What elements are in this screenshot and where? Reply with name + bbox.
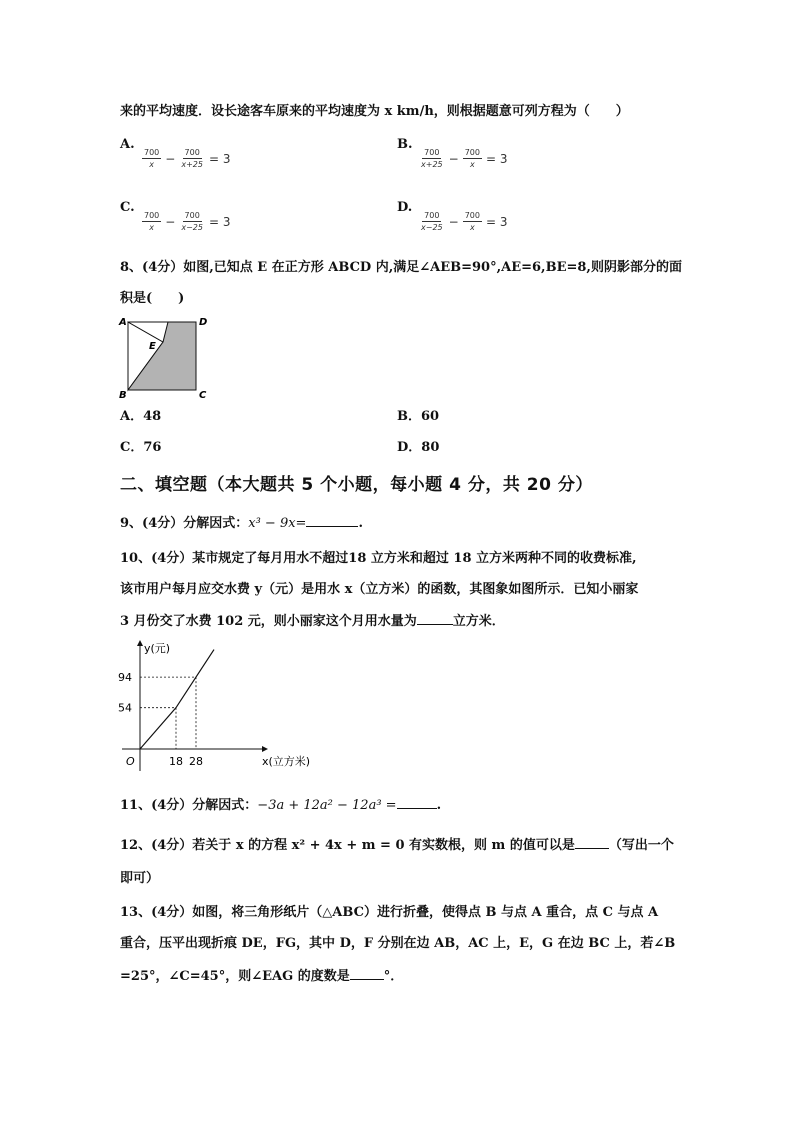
q8-stem-line2: 积是( ) bbox=[120, 291, 185, 306]
q8-option-d: D．80 bbox=[397, 440, 440, 455]
x-axis-label: x(立方米) bbox=[262, 755, 311, 768]
q9-expression: x³ − 9x= bbox=[248, 516, 307, 531]
q11-expression: −3a + 12a² − 12a³ = bbox=[257, 798, 397, 813]
frac-numerator: 700 bbox=[184, 211, 200, 220]
label-b: B bbox=[119, 390, 127, 401]
q12-line1-post: （写出一个 bbox=[608, 838, 674, 853]
q13-line3-pre: =25°，∠C=45°，则∠EAG 的度数是 bbox=[120, 969, 350, 984]
q10-line3-post: 立方米． bbox=[452, 614, 505, 629]
frac-denominator: x+25 bbox=[421, 160, 443, 169]
q9-prefix: 9、(4分）分解因式： bbox=[120, 516, 249, 531]
q7-option-d-equation bbox=[419, 210, 507, 233]
q11-prefix: 11、(4分）分解因式： bbox=[120, 798, 258, 813]
q12-line1 bbox=[120, 836, 674, 855]
label-d: D bbox=[199, 317, 208, 328]
frac-denominator: x bbox=[469, 160, 475, 169]
q11-end: . bbox=[436, 798, 442, 813]
q7-option-a-equation bbox=[142, 147, 230, 170]
q13-line1: 13、(4分）如图，将三角形纸片（△ABC）进行折叠，使得点 B 与点 A 重合，点 C 与点 A bbox=[120, 905, 659, 920]
equation-rhs: = 3 bbox=[208, 151, 231, 166]
q8-option-b: B．60 bbox=[397, 409, 440, 424]
frac-numerator: 700 bbox=[144, 211, 160, 220]
frac-denominator: x bbox=[469, 223, 475, 232]
frac-numerator: 700 bbox=[424, 211, 440, 220]
q11-line bbox=[120, 796, 441, 815]
answer-blank bbox=[397, 796, 437, 809]
minus-sign: − bbox=[165, 151, 176, 166]
q12-line2: 即可） bbox=[120, 871, 160, 886]
frac-numerator: 700 bbox=[424, 148, 440, 157]
frac-denominator: x bbox=[149, 223, 154, 232]
origin-label: O bbox=[126, 755, 135, 768]
minus-sign: − bbox=[448, 151, 459, 166]
answer-blank bbox=[575, 836, 609, 849]
q10-line3-pre: 3 月份交了水费 102 元，则小丽家这个月用水量为 bbox=[120, 614, 417, 629]
y-tick-label: 54 bbox=[118, 701, 132, 715]
q10-line1: 10、(4分）某市规定了每月用水不超过18 立方米和超过 18 立方米两种不同的收费标准, bbox=[120, 551, 637, 566]
x-tick-label: 18 bbox=[169, 755, 183, 768]
answer-blank bbox=[417, 612, 453, 625]
y-axis-label: y(元) bbox=[144, 642, 171, 655]
q10-line3 bbox=[120, 612, 505, 631]
q8-option-a: A．48 bbox=[120, 409, 162, 424]
frac-denominator: x−25 bbox=[421, 223, 443, 232]
frac-numerator: 700 bbox=[144, 148, 160, 157]
frac-denominator: x−25 bbox=[181, 223, 203, 232]
q7-option-c-label: C. bbox=[120, 200, 135, 215]
frac-denominator: x bbox=[149, 160, 154, 169]
y-tick-label: 94 bbox=[118, 671, 132, 685]
q8-stem-line1: 8、(4分）如图,已知点 E 在正方形 ABCD 内,满足∠AEB=90°,AE=6,BE=8,则阴影部分的面 bbox=[120, 260, 682, 275]
q9-end: . bbox=[358, 516, 363, 531]
q9-line bbox=[120, 514, 363, 533]
q7-option-b-equation bbox=[419, 147, 507, 170]
equation-rhs: = 3 bbox=[208, 214, 231, 229]
label-c: C bbox=[199, 390, 207, 401]
q8-square-figure bbox=[116, 312, 216, 402]
frac-numerator: 700 bbox=[184, 148, 200, 157]
section-heading: 二、填空题（本大题共 5 个小题，每小题 4 分，共 20 分） bbox=[120, 475, 593, 495]
frac-denominator: x+25 bbox=[181, 160, 203, 169]
answer-blank bbox=[306, 514, 358, 527]
x-axis-arrow bbox=[262, 746, 268, 752]
q12-line1-pre: 12、(4分）若关于 x 的方程 x² + 4x + m = 0 有实数根，则 m 的值可以是 bbox=[120, 838, 575, 853]
q7-stem-tail: 来的平均速度．设长途客车原来的平均速度为 x km/h，则根据题意可列方程为（ ） bbox=[120, 104, 629, 119]
q7-option-a-label: A. bbox=[120, 137, 135, 152]
q7-option-d-label: D. bbox=[397, 200, 413, 215]
q10-line2: 该市用户每月应交水费 y（元）是用水 x（立方米）的函数，其图象如图所示．已知小丽家 bbox=[120, 582, 639, 597]
minus-sign: − bbox=[448, 214, 459, 229]
q13-line2: 重合，压平出现折痕 DE，FG，其中 D，F 分别在边 AB，AC 上，E，G 在边 BC 上，若∠B bbox=[120, 936, 676, 951]
q7-option-c-equation bbox=[142, 210, 230, 233]
q13-line3 bbox=[120, 967, 403, 986]
q10-function-graph bbox=[112, 636, 332, 776]
equation-rhs: = 3 bbox=[485, 214, 508, 229]
answer-blank bbox=[350, 967, 384, 980]
minus-sign: − bbox=[165, 214, 176, 229]
equation-rhs: = 3 bbox=[485, 151, 508, 166]
series-line bbox=[140, 650, 214, 749]
x-tick-label: 28 bbox=[189, 755, 203, 768]
q13-line3-post: °． bbox=[383, 969, 404, 984]
frac-numerator: 700 bbox=[464, 148, 480, 157]
y-axis-arrow bbox=[137, 640, 143, 646]
frac-numerator: 700 bbox=[464, 211, 480, 220]
label-e: E bbox=[149, 341, 156, 352]
label-a: A bbox=[119, 317, 127, 328]
q7-option-b-label: B. bbox=[397, 137, 413, 152]
q8-option-c: C．76 bbox=[120, 440, 162, 455]
